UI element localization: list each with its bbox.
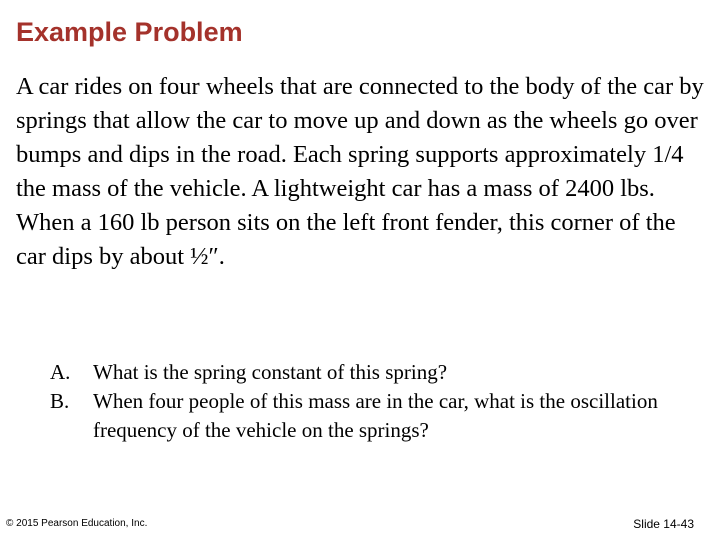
question-item [50,358,690,387]
question-marker: A. [50,360,71,384]
question-marker: B. [50,389,70,413]
footer-copyright: © 2015 Pearson Education, Inc. [6,518,148,529]
question-text: When four people of this mass are in the car, what is the oscillation frequency of the vehicle on the springs? [93,389,658,442]
problem-statement: A car rides on four wheels that are connected to the body of the car by springs that allow the car to move up and down as the wheels go over bumps and dips in the road. Each spring supports approximately 1/4 the mass of the vehicle. A lightweight car has a mass of 2400 lbs. When a 160 lb person sits on the left front fender, this corner of the car dips by about ½″. [16,73,704,270]
question-item [50,387,690,445]
question-text: What is the spring constant of this spring? [93,360,448,384]
question-list [50,358,690,445]
slide-number: Slide 14-43 [633,517,694,531]
slide-title: Example Problem [16,17,243,47]
